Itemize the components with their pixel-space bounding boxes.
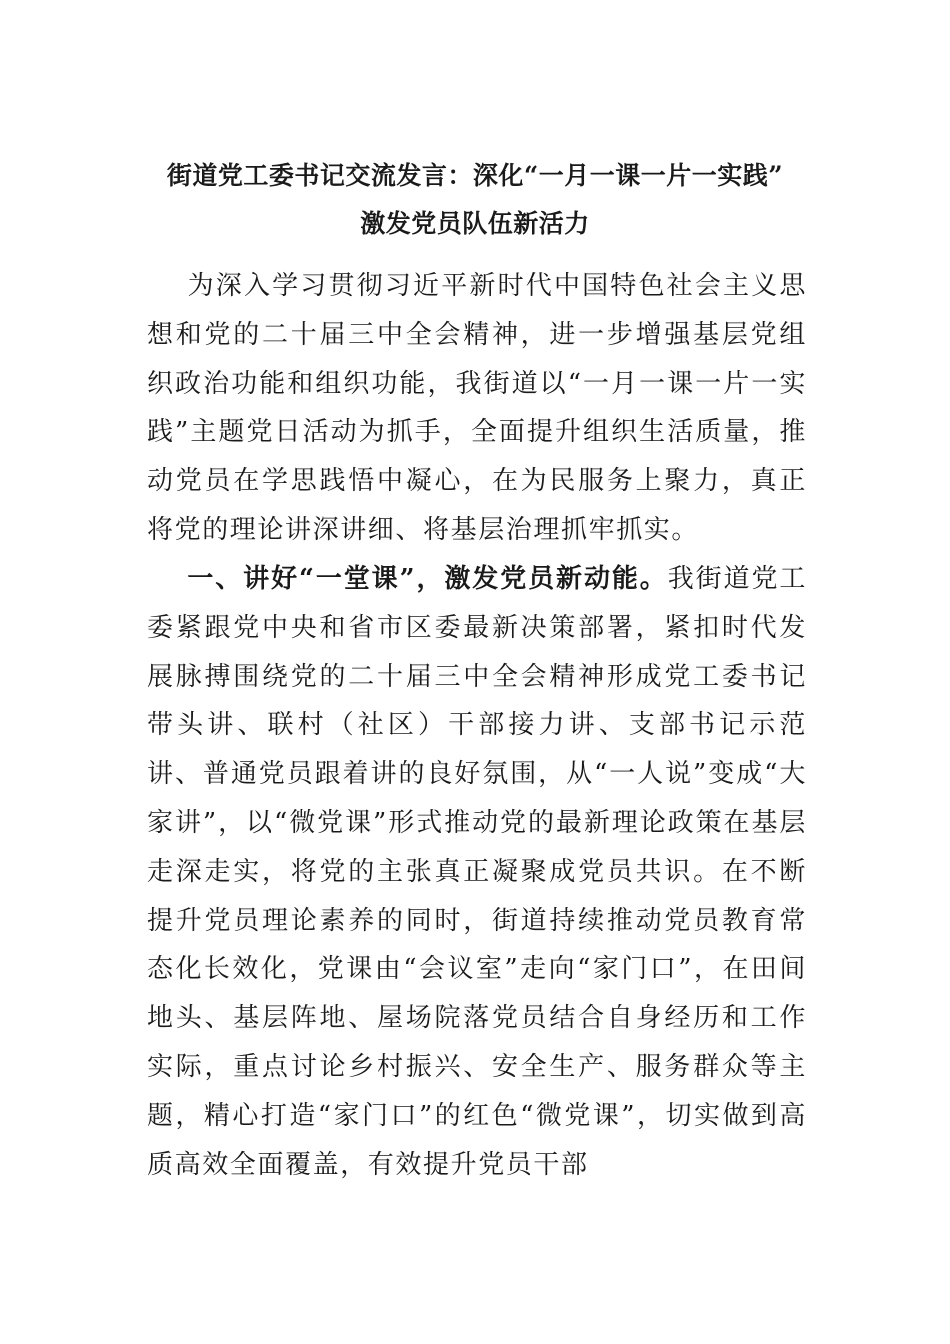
section-1-heading: 一、讲好“一堂课”，激发党员新动能。	[187, 564, 668, 594]
document-title-line-1: 街道党工委书记交流发言：深化“一月一课一片一实践”	[166, 161, 784, 190]
section-1-body: 我街道党工委紧跟党中央和省市区委最新决策部署，紧扣时代发展脉搏围绕党的二十届三中全会精神形成党工委书记带头讲、联村（社区）干部接力讲、支部书记示范讲、普通党员跟着讲的良好氛围，从“一人说”变成“大家讲”，以“微党课”形式推动党的最新理论政策在基层走深走实，将党的主张真正凝聚成党员共识。在不断提升党员理论素养的同时，街道持续推动党员教育常态化长效化，党课由“会议室”走向“家门口”，在田间地头、基层阵地、屋场院落党员结合自身经历和工作实际，重点讨论乡村振兴、安全生产、服务群众等主题，精心打造“家门口”的红色“微党课”，切实做到高质高效全面覆盖，有效提升党员干部	[147, 564, 807, 1180]
document-title-line-2: 激发党员队伍新活力	[360, 209, 590, 238]
intro-paragraph-text: 为深入学习贯彻习近平新时代中国特色社会主义思想和党的二十届三中全会精神，进一步增强基层党组织政治功能和组织功能，我街道以“一月一课一片一实践”主题党日活动为抓手，全面提升组织生活质量，推动党员在学思践悟中凝心，在为民服务上聚力，真正将党的理论讲深讲细、将基层治理抓牢抓实。	[147, 271, 807, 545]
intro-paragraph	[147, 262, 807, 555]
section-1-paragraph	[147, 555, 807, 1189]
